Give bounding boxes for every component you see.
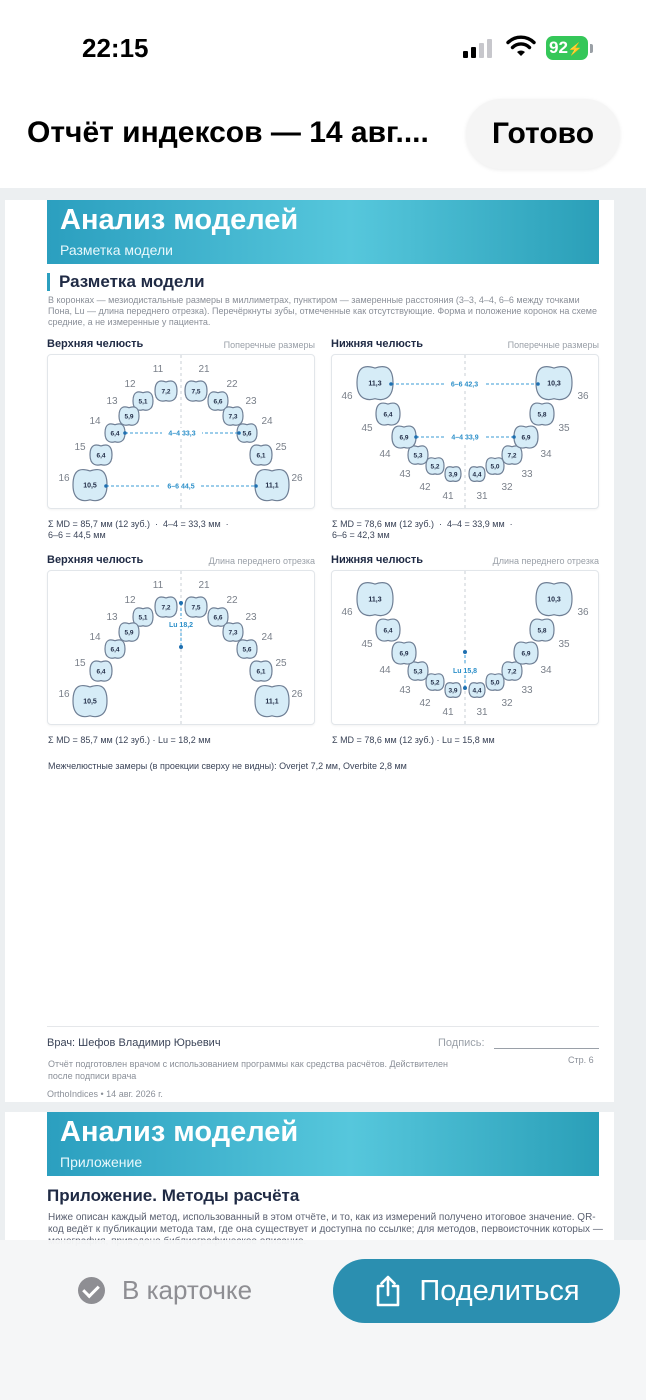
tooth-43	[408, 446, 428, 464]
measure-label: 6–6 42,3	[450, 381, 479, 389]
lu-point	[179, 645, 183, 649]
tooth-number-36: 36	[577, 391, 589, 402]
tooth-14	[105, 424, 125, 442]
tooth-size-32: 5,0	[490, 463, 500, 471]
tooth-25	[250, 661, 272, 681]
tooth-33	[502, 446, 522, 464]
measure-point	[123, 431, 127, 435]
lower-jaw-transverse-chart	[331, 354, 599, 509]
tooth-42	[426, 674, 444, 690]
interjaw-measurements: Межчелюстные замеры (в проекции сверху не видны): Overjet 7,2 мм, Overbite 2,8 мм	[48, 761, 407, 771]
tooth-number-34: 34	[540, 449, 552, 460]
chart-label-lower-lu: Нижняя челюсть	[331, 554, 424, 566]
chart-hint-lower-lu: Длина переднего отрезка	[492, 556, 599, 566]
checkmark-icon	[78, 1277, 105, 1304]
tooth-size-16: 10,5	[83, 698, 97, 706]
tooth-35	[530, 619, 554, 641]
tooth-size-22: 6,6	[213, 614, 223, 622]
measure-label: 4–4 33,3	[168, 430, 196, 438]
tooth-42	[426, 458, 444, 474]
doctor-name: Врач: Шефов Владимир Юрьевич	[47, 1037, 221, 1049]
lu-label: Lu 18,2	[168, 622, 194, 629]
tooth-32	[486, 674, 504, 690]
tooth-number-34: 34	[540, 665, 552, 676]
section-title: Приложение. Методы расчёта	[47, 1186, 300, 1205]
chart-summary-lower-transverse: Σ MD = 78,6 мм (12 зуб.) · 4–4 = 33,9 мм · 6–6 = 42,3 мм	[332, 519, 513, 540]
status-bar	[0, 0, 646, 96]
chart-hint-upper-transverse: Поперечные размеры	[223, 340, 315, 350]
tooth-13	[119, 407, 139, 425]
upper-jaw-anterior-chart	[47, 570, 315, 725]
tooth-size-44: 6,9	[399, 434, 409, 442]
tooth-size-46: 11,3	[368, 596, 382, 604]
tooth-15	[90, 445, 112, 465]
tooth-number-11: 11	[152, 580, 164, 591]
tooth-size-33: 7,2	[507, 668, 517, 676]
document-title: Отчёт индексов — 14 авг....	[27, 116, 429, 149]
tooth-45	[376, 619, 400, 641]
tooth-number-35: 35	[558, 639, 570, 650]
measure-point	[414, 435, 418, 439]
measure-point	[536, 382, 540, 386]
tooth-23	[223, 623, 243, 641]
tooth-size-34: 6,9	[521, 434, 531, 442]
tooth-16	[73, 686, 107, 717]
status-time: 22:15	[82, 33, 149, 63]
battery-level: 92	[549, 38, 568, 57]
tooth-size-45: 6,4	[383, 411, 393, 419]
tooth-size-33: 7,2	[507, 452, 517, 460]
tooth-size-12: 5,1	[138, 398, 148, 406]
tooth-34	[514, 642, 538, 664]
measure-point	[512, 435, 516, 439]
tooth-number-46: 46	[341, 391, 353, 402]
tooth-number-22: 22	[226, 379, 238, 390]
tooth-number-45: 45	[361, 423, 373, 434]
bottom-toolbar	[0, 1240, 646, 1400]
tooth-number-12: 12	[124, 595, 136, 606]
share-button[interactable]	[333, 1259, 620, 1323]
signature-label: Подпись:	[438, 1037, 485, 1049]
tooth-size-26: 11,1	[265, 698, 279, 706]
report-page-7[interactable]	[5, 1112, 614, 1240]
battery-tip	[590, 44, 593, 53]
tooth-size-43: 5,3	[413, 668, 423, 676]
tooth-size-16: 10,5	[83, 482, 97, 490]
tooth-number-42: 42	[419, 698, 431, 709]
tooth-number-31: 31	[476, 707, 488, 718]
tooth-22	[208, 608, 228, 626]
tooth-25	[250, 445, 272, 465]
tooth-size-43: 5,3	[413, 452, 423, 460]
tooth-14	[105, 640, 125, 658]
saved-label: В карточке	[122, 1274, 253, 1305]
tooth-number-24: 24	[261, 416, 273, 427]
wifi-icon	[506, 36, 536, 58]
tooth-size-21: 7,5	[191, 388, 201, 396]
tooth-number-42: 42	[419, 482, 431, 493]
report-footer: OrthoIndices • 14 авг. 2026 г.	[47, 1089, 163, 1099]
tooth-number-22: 22	[226, 595, 238, 606]
tooth-36	[536, 367, 572, 400]
measure-label: 4–4 33,9	[451, 434, 479, 442]
done-button[interactable]: Готово	[466, 99, 620, 169]
tooth-number-41: 41	[442, 707, 454, 718]
tooth-size-25: 6,1	[256, 452, 266, 460]
chart-label-upper-lu: Верхняя челюсть	[47, 554, 144, 566]
lower-jaw-anterior-chart	[331, 570, 599, 725]
tooth-number-44: 44	[379, 449, 391, 460]
tooth-size-11: 7,2	[161, 604, 171, 612]
tooth-size-36: 10,3	[547, 596, 561, 604]
tooth-number-21: 21	[198, 580, 210, 591]
tooth-size-34: 6,9	[521, 650, 531, 658]
upper-jaw-transverse-chart	[47, 354, 315, 509]
tooth-24	[237, 640, 257, 658]
lu-point	[463, 650, 467, 654]
tooth-size-42: 5,2	[430, 679, 440, 687]
measure-point	[254, 484, 258, 488]
tooth-size-35: 5,8	[537, 627, 547, 635]
tooth-number-16: 16	[58, 473, 70, 484]
tooth-number-16: 16	[58, 689, 70, 700]
section-intro: В коронках — мезиодистальные размеры в миллиметрах, пунктиром — замеренные расстояния (3–3, 4–4, 6–6 между точками Пона, Lu — длина переднего отрезка). Перечёркнуты зубы, отмеченные как отсутствующие. Форма и положение коронок на схеме средние, а не измеренные у пациента.	[48, 295, 597, 327]
page-banner	[47, 1112, 599, 1176]
tooth-number-23: 23	[245, 396, 257, 407]
chart-label-upper-transverse: Верхняя челюсть	[47, 338, 144, 350]
tooth-size-41: 3,9	[448, 687, 458, 695]
chart-summary-upper-transverse: Σ MD = 85,7 мм (12 зуб.) · 4–4 = 33,3 мм · 6–6 = 44,5 мм	[48, 519, 229, 540]
tooth-15	[90, 661, 112, 681]
signature-line	[494, 1048, 599, 1049]
footer-divider	[47, 1026, 599, 1027]
tooth-34	[514, 426, 538, 448]
tooth-45	[376, 403, 400, 425]
tooth-number-14: 14	[89, 416, 101, 427]
banner-title: Анализ моделей	[60, 1116, 299, 1148]
tooth-21	[185, 597, 207, 617]
banner-subtitle: Приложение	[60, 1154, 143, 1170]
tooth-41	[445, 683, 461, 698]
section-text: Ниже описан каждый метод, использованный в этом отчёте, и то, как из измерений получено итоговое значение. QR-код ведёт к публикации метода там, где она существует и доступна по ссылке; для методов, первоисточник которых —	[48, 1212, 603, 1235]
tooth-21	[185, 381, 207, 401]
measure-point	[237, 431, 241, 435]
measure-point	[389, 382, 393, 386]
tooth-size-25: 6,1	[256, 668, 266, 676]
tooth-number-21: 21	[198, 364, 210, 375]
tooth-size-31: 4,4	[472, 471, 482, 479]
tooth-32	[486, 458, 504, 474]
tooth-46	[357, 583, 393, 616]
tooth-16	[73, 470, 107, 501]
chart-summary-upper-lu: Σ MD = 85,7 мм (12 зуб.) · Lu = 18,2 мм	[48, 735, 211, 745]
lu-point	[463, 686, 467, 690]
tooth-number-26: 26	[291, 473, 303, 484]
tooth-size-13: 5,9	[124, 629, 134, 637]
battery-icon: 92⚡	[546, 36, 588, 60]
tooth-number-35: 35	[558, 423, 570, 434]
tooth-43	[408, 662, 428, 680]
tooth-size-41: 3,9	[448, 471, 458, 479]
saved-in-card-status	[78, 1270, 252, 1310]
tooth-number-33: 33	[521, 469, 533, 480]
tooth-number-32: 32	[501, 482, 513, 493]
tooth-size-15: 6,4	[96, 452, 106, 460]
tooth-size-32: 5,0	[490, 679, 500, 687]
tooth-number-24: 24	[261, 632, 273, 643]
tooth-11	[155, 381, 177, 401]
tooth-size-21: 7,5	[191, 604, 201, 612]
cellular-signal-icon	[463, 38, 493, 58]
tooth-size-26: 11,1	[265, 482, 279, 490]
tooth-35	[530, 403, 554, 425]
tooth-26	[255, 470, 289, 501]
tooth-number-44: 44	[379, 665, 391, 676]
measure-point	[104, 484, 108, 488]
share-label: Поделиться	[419, 1274, 580, 1307]
tooth-size-15: 6,4	[96, 668, 106, 676]
tooth-size-24: 5,6	[242, 646, 252, 654]
tooth-number-32: 32	[501, 698, 513, 709]
tooth-number-36: 36	[577, 607, 589, 618]
section-title: Разметка модели	[47, 273, 205, 291]
lu-label: Lu 15,8	[452, 668, 478, 675]
tooth-number-31: 31	[476, 491, 488, 502]
share-icon	[373, 1274, 403, 1308]
tooth-31	[469, 683, 485, 698]
tooth-number-13: 13	[106, 396, 118, 407]
lu-point	[179, 601, 183, 605]
tooth-number-43: 43	[399, 469, 411, 480]
tooth-size-42: 5,2	[430, 463, 440, 471]
tooth-26	[255, 686, 289, 717]
tooth-23	[223, 407, 243, 425]
tooth-33	[502, 662, 522, 680]
chart-hint-upper-lu: Длина переднего отрезка	[208, 556, 315, 566]
tooth-size-36: 10,3	[547, 380, 561, 388]
tooth-number-12: 12	[124, 379, 136, 390]
tooth-number-25: 25	[275, 442, 287, 453]
navigation-bar	[0, 96, 646, 188]
tooth-number-11: 11	[152, 364, 164, 375]
tooth-31	[469, 467, 485, 482]
disclaimer-text: Отчёт подготовлен врачом с использованием программы как средства расчётов. Действителен после подписи врача	[48, 1059, 449, 1081]
tooth-number-45: 45	[361, 639, 373, 650]
page-number: Стр. 6	[568, 1055, 594, 1065]
tooth-size-44: 6,9	[399, 650, 409, 658]
tooth-size-23: 7,3	[228, 413, 238, 421]
tooth-number-26: 26	[291, 689, 303, 700]
banner-title: Анализ моделей	[60, 204, 299, 236]
tooth-size-35: 5,8	[537, 411, 547, 419]
chart-hint-lower-transverse: Поперечные размеры	[507, 340, 599, 350]
tooth-number-25: 25	[275, 658, 287, 669]
tooth-number-41: 41	[442, 491, 454, 502]
chart-label-lower-transverse: Нижняя челюсть	[331, 338, 424, 350]
measure-label: 6–6 44,5	[167, 483, 195, 491]
banner-subtitle: Разметка модели	[60, 242, 173, 258]
tooth-size-14: 6,4	[110, 646, 120, 654]
tooth-size-23: 7,3	[228, 629, 238, 637]
tooth-number-13: 13	[106, 612, 118, 623]
tooth-number-15: 15	[74, 658, 86, 669]
tooth-size-24: 5,6	[242, 430, 252, 438]
tooth-44	[392, 642, 416, 664]
tooth-size-13: 5,9	[124, 413, 134, 421]
tooth-size-14: 6,4	[110, 430, 120, 438]
tooth-46	[357, 367, 393, 400]
tooth-size-31: 4,4	[472, 687, 482, 695]
tooth-number-23: 23	[245, 612, 257, 623]
tooth-number-43: 43	[399, 685, 411, 696]
tooth-36	[536, 583, 572, 616]
page-banner	[47, 200, 599, 264]
tooth-number-46: 46	[341, 607, 353, 618]
tooth-size-46: 11,3	[368, 380, 382, 388]
tooth-size-45: 6,4	[383, 627, 393, 635]
tooth-number-33: 33	[521, 685, 533, 696]
tooth-size-22: 6,6	[213, 398, 223, 406]
tooth-number-14: 14	[89, 632, 101, 643]
report-page-6[interactable]	[5, 200, 614, 1102]
tooth-11	[155, 597, 177, 617]
tooth-13	[119, 623, 139, 641]
tooth-22	[208, 392, 228, 410]
tooth-41	[445, 467, 461, 482]
tooth-44	[392, 426, 416, 448]
tooth-size-12: 5,1	[138, 614, 148, 622]
chart-summary-lower-lu: Σ MD = 78,6 мм (12 зуб.) · Lu = 15,8 мм	[332, 735, 495, 745]
tooth-size-11: 7,2	[161, 388, 171, 396]
tooth-number-15: 15	[74, 442, 86, 453]
